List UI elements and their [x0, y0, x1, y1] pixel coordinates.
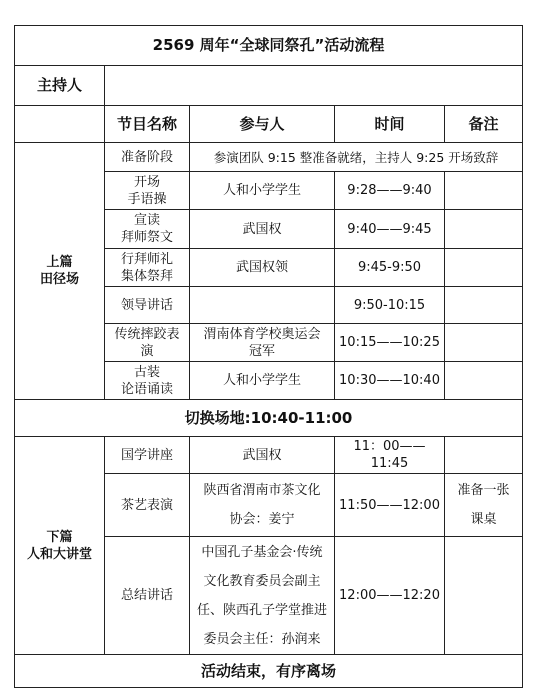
schedule-table: [14, 25, 523, 688]
footer-band: 活动结束，有序离场: [15, 655, 523, 688]
part2-label: 下篇 人和大讲堂: [15, 437, 105, 655]
program-name: 古装 论语诵读: [105, 362, 190, 400]
notes-cell: [445, 324, 523, 362]
time-cell: 9:45-9:50: [335, 249, 445, 287]
participants-cell: 武国权: [190, 437, 335, 474]
participants-cell: 武国权: [190, 210, 335, 249]
program-name: 领导讲话: [105, 287, 190, 324]
notes-cell: [445, 287, 523, 324]
notes-cell: 准备一张 课桌: [445, 474, 523, 537]
page-title: 2569 周年“全球同祭孔”活动流程: [15, 26, 523, 66]
prep-detail: 参演团队 9:15 整准备就绪，主持人 9:25 开场致辞: [190, 143, 523, 172]
participants-cell: 人和小学学生: [190, 362, 335, 400]
participants-cell: 中国孔子基金会·传统 文化教育委员会副主 任、陕西孔子学堂推进 委员会主任：孙润来: [190, 537, 335, 655]
header-time: 时间: [335, 106, 445, 143]
time-cell: 10:30——10:40: [335, 362, 445, 400]
header-notes: 备注: [445, 106, 523, 143]
time-cell: 9:40——9:45: [335, 210, 445, 249]
part1-label: 上篇 田径场: [15, 143, 105, 400]
notes-cell: [445, 437, 523, 474]
notes-cell: [445, 362, 523, 400]
participants-cell: 陕西省渭南市茶文化 协会：姜宁: [190, 474, 335, 537]
time-cell: 10:15——10:25: [335, 324, 445, 362]
time-cell: 9:50-10:15: [335, 287, 445, 324]
header-program: 节目名称: [105, 106, 190, 143]
time-cell: 12:00——12:20: [335, 537, 445, 655]
notes-cell: [445, 172, 523, 210]
time-cell: 11：00——11:45: [335, 437, 445, 474]
header-blank: [15, 106, 105, 143]
participants-cell: 人和小学学生: [190, 172, 335, 210]
header-participants: 参与人: [190, 106, 335, 143]
table-row: [15, 437, 523, 474]
participants-cell: 渭南体育学校奥运会 冠军: [190, 324, 335, 362]
host-value: [105, 66, 523, 106]
notes-cell: [445, 249, 523, 287]
program-name: 行拜师礼 集体祭拜: [105, 249, 190, 287]
program-name: 宣读 拜师祭文: [105, 210, 190, 249]
program-name: 国学讲座: [105, 437, 190, 474]
host-label: 主持人: [15, 66, 105, 106]
program-name: 开场 手语操: [105, 172, 190, 210]
program-name: 传统摔跤表 演: [105, 324, 190, 362]
program-name: 总结讲话: [105, 537, 190, 655]
prep-name: 准备阶段: [105, 143, 190, 172]
switch-venue-band: 切换场地:10:40-11:00: [15, 400, 523, 437]
notes-cell: [445, 537, 523, 655]
program-name: 茶艺表演: [105, 474, 190, 537]
time-cell: 9:28——9:40: [335, 172, 445, 210]
participants-cell: [190, 287, 335, 324]
notes-cell: [445, 210, 523, 249]
time-cell: 11:50——12:00: [335, 474, 445, 537]
participants-cell: 武国权领: [190, 249, 335, 287]
